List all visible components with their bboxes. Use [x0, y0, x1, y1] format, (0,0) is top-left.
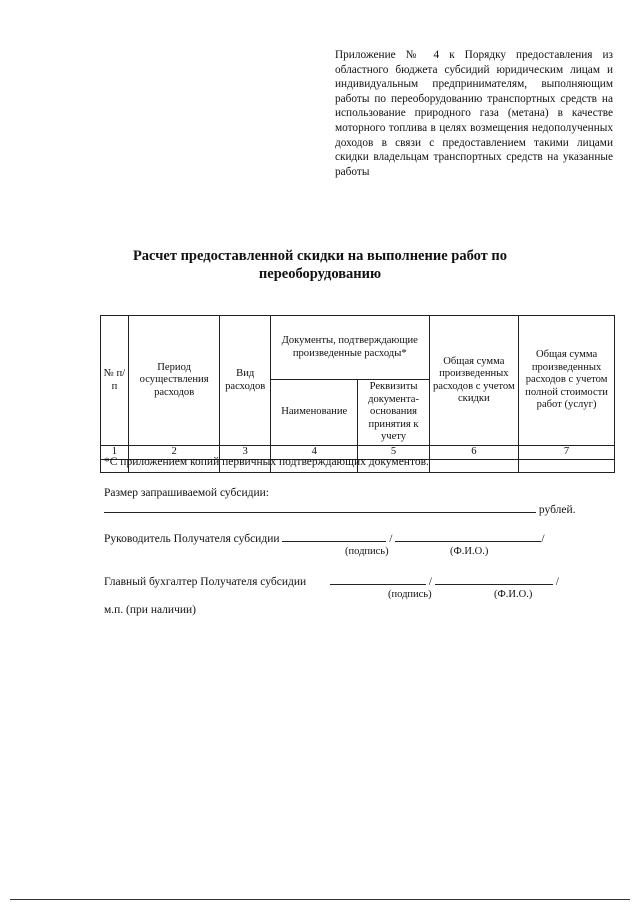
header-doc-name: Наименование — [270, 380, 358, 446]
subsidy-amount-row — [104, 501, 576, 516]
accountant-label: Главный бухгалтер Получателя субсидии — [104, 576, 307, 588]
subsidy-label: Размер запрашиваемой субсидии: — [104, 487, 269, 499]
index-cell: 5 — [358, 446, 429, 460]
index-cell: 6 — [429, 446, 519, 460]
header-documents: Документы, подтверждающие произведенные расходы* — [270, 316, 429, 380]
subsidy-amount-field[interactable] — [104, 501, 536, 513]
footnote: *С приложением копий первичных подтверждающих документов. — [104, 456, 429, 468]
seal-note: м.п. (при наличии) — [104, 604, 196, 616]
director-slash: / — [389, 533, 393, 545]
header-sum-discount: Общая сумма произведенных расходов с учетом скидки — [429, 316, 519, 446]
rubles-label: рублей. — [538, 504, 576, 516]
index-cell: 1 — [101, 446, 129, 460]
document-title: Расчет предоставленной скидки на выполнение работ по переоборудованию — [132, 248, 508, 282]
director-fio-caption: (Ф.И.О.) — [450, 546, 489, 557]
accountant-slash-end: / — [555, 576, 559, 588]
index-cell: 3 — [220, 446, 270, 460]
calculation-table — [100, 315, 615, 473]
accountant-slash: / — [428, 576, 432, 588]
accountant-row — [104, 573, 559, 588]
bottom-divider — [10, 899, 630, 900]
director-signature-caption: (подпись) — [345, 546, 389, 557]
director-slash-end: / — [541, 533, 545, 545]
empty-cell[interactable] — [429, 460, 519, 473]
accountant-signature-caption: (подпись) — [388, 589, 432, 600]
index-cell: 7 — [519, 446, 615, 460]
header-sum-full: Общая сумма произведенных расходов с учетом полной стоимости работ (услуг) — [519, 316, 615, 446]
header-number: № п/п — [101, 316, 129, 446]
header-expense-type: Вид расходов — [220, 316, 270, 446]
index-cell: 4 — [270, 446, 358, 460]
director-name-field[interactable] — [395, 530, 541, 542]
header-doc-requisites: Реквизиты документа-основания принятия к учету — [358, 380, 429, 446]
appendix-note: Приложение № 4 к Порядку предоставления из областного бюджета субсидий юридическим лицам и индивидуальным предпринимателям, выполняющим работы по переоборудованию транспортных средств на использование природного газа (метана) в качестве моторного топлива в целях возмещения недополученных доходов в связи с предоставлением такими лицами скидки владельцам транспортных средств на указанные работы — [335, 49, 613, 178]
director-signature-field[interactable] — [282, 530, 386, 542]
accountant-signature-field[interactable] — [330, 573, 426, 585]
accountant-name-field[interactable] — [435, 573, 553, 585]
accountant-fio-caption: (Ф.И.О.) — [494, 589, 533, 600]
empty-cell[interactable] — [519, 460, 615, 473]
director-label: Руководитель Получателя субсидии — [104, 533, 280, 545]
director-row — [104, 530, 545, 545]
header-period: Период осуществления расходов — [128, 316, 220, 446]
index-cell: 2 — [128, 446, 220, 460]
